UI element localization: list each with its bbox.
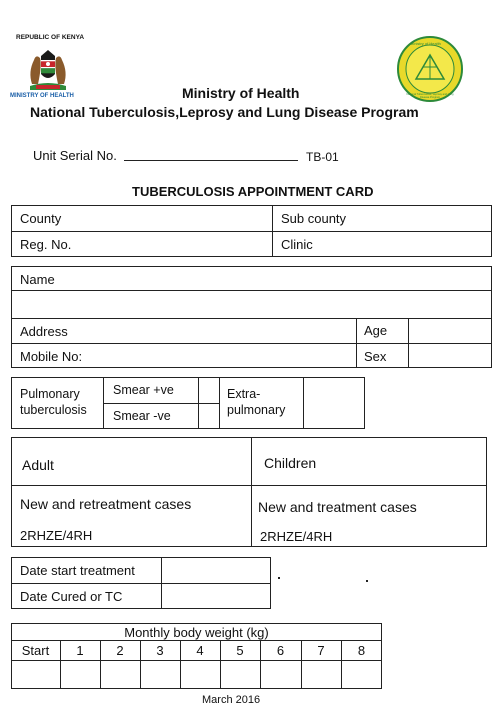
- pulmonary-label-1: Pulmonary: [20, 387, 80, 401]
- date-cured-input[interactable]: [163, 585, 269, 607]
- weight-cell[interactable]: [181, 662, 219, 688]
- serial-underline: [124, 160, 298, 161]
- weight-cell[interactable]: [261, 662, 300, 688]
- children-regimen: 2RHZE/4RH: [260, 529, 333, 544]
- program-seal: [396, 35, 464, 103]
- stray-dot: [366, 580, 368, 582]
- extra-pulmonary-label-2: pulmonary: [227, 403, 286, 417]
- weight-column-header: 5: [236, 643, 244, 658]
- extra-pulmonary-label-1: Extra-: [227, 387, 261, 401]
- coat-of-arms-icon: [22, 44, 74, 92]
- footer-date: March 2016: [202, 694, 261, 706]
- clinic-field[interactable]: Clinic: [281, 237, 313, 252]
- weight-column-header: Start: [21, 643, 50, 658]
- card-title: TUBERCULOSIS APPOINTMENT CARD: [132, 184, 374, 199]
- weight-cell[interactable]: [342, 662, 381, 688]
- address-field[interactable]: Address: [20, 324, 68, 339]
- weight-column-header: 6: [276, 643, 285, 658]
- adult-regimen: 2RHZE/4RH: [20, 528, 93, 543]
- smear-negative-option[interactable]: Smear -ve: [113, 409, 171, 423]
- sex-field[interactable]: Sex: [364, 349, 387, 364]
- weight-column-header: 8: [357, 643, 366, 658]
- weight-column-header: 1: [76, 643, 84, 658]
- serial-label: Unit Serial No.: [33, 148, 117, 163]
- sub-county-field[interactable]: Sub county: [281, 211, 347, 226]
- country-label: REPUBLIC OF KENYA: [16, 34, 85, 41]
- children-header: Children: [264, 455, 317, 471]
- weight-cell[interactable]: [61, 662, 99, 688]
- name-field[interactable]: Name: [20, 272, 55, 287]
- stray-dot: [278, 577, 280, 579]
- serial-code: TB-01: [306, 150, 339, 164]
- seal-top-text: Ministry of Health: [410, 41, 441, 46]
- adult-cases-label: New and retreatment cases: [20, 496, 192, 512]
- weight-column-header: 4: [196, 643, 204, 658]
- date-cured-label: Date Cured or TC: [20, 589, 123, 604]
- ministry-small-label: MINISTRY OF HEALTH: [10, 93, 74, 99]
- weight-cell[interactable]: [12, 662, 59, 688]
- pulmonary-label-2: tuberculosis: [20, 403, 87, 417]
- date-start-input[interactable]: [163, 559, 269, 581]
- weight-column-header: 2: [116, 643, 124, 658]
- reg-no-field[interactable]: Reg. No.: [20, 237, 72, 252]
- weight-table-title: Monthly body weight (kg): [124, 625, 269, 640]
- county-field[interactable]: County: [20, 211, 62, 226]
- weight-column-header: 7: [317, 643, 325, 658]
- weight-cell[interactable]: [221, 662, 259, 688]
- date-start-label: Date start treatment: [20, 563, 135, 578]
- seal-ring-text: National Tuberculosis, Leprosy and Lung Disease Program: [406, 93, 454, 99]
- weight-cell[interactable]: [101, 662, 139, 688]
- patient-box: [11, 266, 492, 368]
- program-title: National Tuberculosis,Leprosy and Lung Disease Program: [30, 104, 419, 120]
- ministry-title: Ministry of Health: [182, 85, 300, 101]
- age-field[interactable]: Age: [364, 323, 388, 338]
- weight-column-header: 3: [156, 643, 164, 658]
- smear-positive-option[interactable]: Smear +ve: [113, 383, 174, 397]
- children-cases-label: New and treatment cases: [258, 499, 417, 515]
- weight-cell[interactable]: [302, 662, 340, 688]
- mobile-field[interactable]: Mobile No:: [20, 349, 83, 364]
- adult-header: Adult: [22, 457, 54, 473]
- weight-cell[interactable]: [141, 662, 179, 688]
